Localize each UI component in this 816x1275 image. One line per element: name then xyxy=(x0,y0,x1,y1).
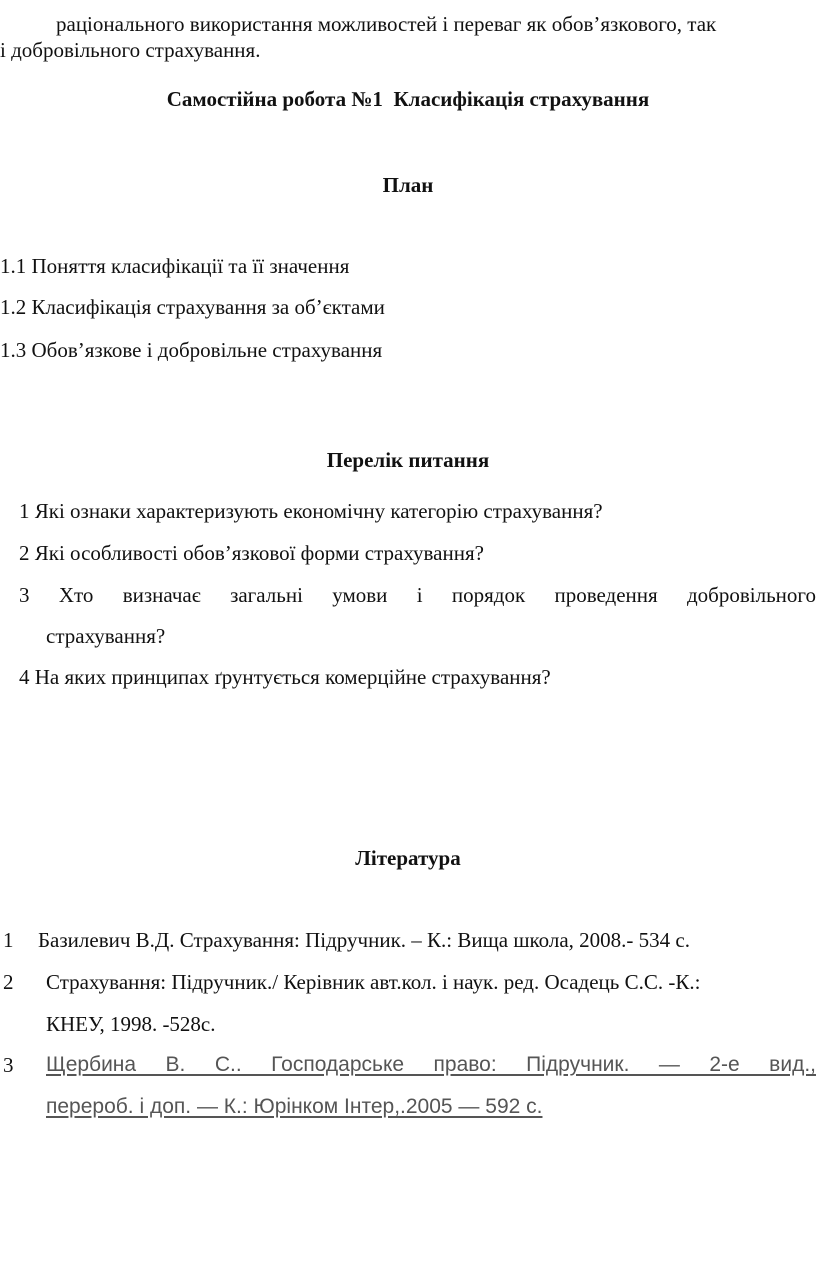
literature-link[interactable]: Щербина В. С.. Господарське право: Підручник. — 2-е вид., xyxy=(46,1053,816,1076)
literature-heading: Література xyxy=(355,846,461,870)
question-item-continuation: страхування? xyxy=(46,624,166,648)
literature-item: Страхування: Підручник./ Керівник авт.кол. і наук. ред. Осадець С.С. -К.: xyxy=(46,970,701,994)
question-item: 1 Які ознаки характеризують економічну категорію страхування? xyxy=(19,499,603,523)
literature-item-continuation: КНЕУ, 1998. -528с. xyxy=(46,1012,216,1036)
plan-item: 1.1 Поняття класифікації та її значення xyxy=(0,254,350,278)
plan-heading: План xyxy=(382,173,434,197)
question-item: 4 На яких принципах ґрунтується комерційне страхування? xyxy=(19,665,551,689)
intro-line-1: раціонального використання можливостей і переваг як обов’язкового, так xyxy=(56,12,717,36)
intro-line-2: і добровільного страхування. xyxy=(0,38,261,62)
work-title xyxy=(0,86,816,112)
literature-number: 2 xyxy=(3,970,14,994)
literature-number: 3 xyxy=(3,1053,14,1077)
literature-link-continuation[interactable]: перероб. і доп. — К.: Юрінком Інтер,.2005 — 592 с. xyxy=(46,1095,543,1118)
work-title-topic: Класифікація страхування xyxy=(393,87,650,111)
work-title-prefix: Самостійна робота №1 xyxy=(166,87,383,111)
question-item: 2 Які особливості обов’язкової форми страхування? xyxy=(19,541,484,565)
plan-item: 1.3 Обов’язкове і добровільне страхування xyxy=(0,338,383,362)
literature-item: Базилевич В.Д. Страхування: Підручник. – К.: Вища школа, 2008.- 534 с. xyxy=(38,928,690,952)
question-item: 3 Хто визначає загальні умови і порядок проведення добровільного xyxy=(19,583,816,607)
plan-item: 1.2 Класифікація страхування за об’єктами xyxy=(0,295,385,319)
literature-number: 1 xyxy=(3,928,14,952)
questions-heading: Перелік питання xyxy=(326,448,490,472)
